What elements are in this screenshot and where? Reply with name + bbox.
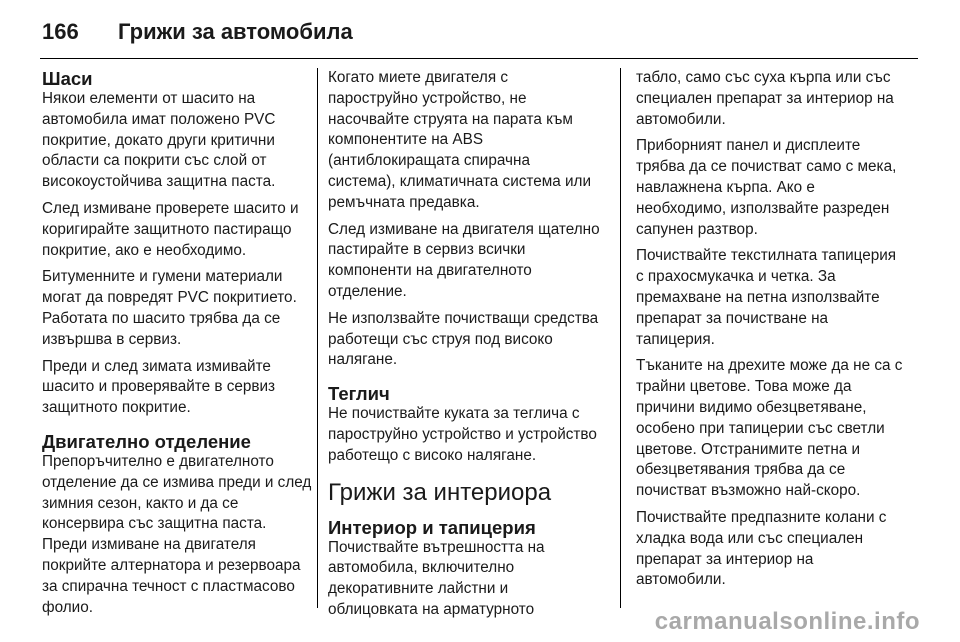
page-number: 166 — [42, 19, 79, 44]
watermark: carmanualsonline.info — [654, 608, 920, 635]
chapter-title: Грижи за автомобила — [118, 19, 353, 44]
paragraph: След измиване проверете шасито и коригирайте защитното пастиращо покритие, ако е необходимо. — [42, 199, 299, 259]
heading-engine-compartment: Двигателно отделение — [42, 430, 251, 452]
column-1 — [42, 68, 314, 624]
heading-chassis: Шаси — [42, 68, 93, 89]
heading-interior-upholstery: Интериор и тапицерия — [328, 516, 536, 538]
header-rule — [40, 58, 918, 59]
paragraph: Почиствайте вътрешността на автомобила, включително декоративните лайстни и облицовката на арматурното — [328, 538, 545, 618]
paragraph: Приборният панел и дисплеите трябва да се почистват само с мека, навлажнена кърпа. Ако е необходимо, използвайте разреден сапунен разтвор. — [636, 137, 897, 238]
paragraph: Не почиствайте куката за теглича с пароструйно устройство и устройство работещо с високо налягане. — [328, 405, 597, 464]
column-2 — [328, 68, 600, 627]
paragraph: Препоръчително е двигателното отделение да се измива преди и след зимния сезон, както и да се консервира със защитна паста. Преди измиване на двигателя покрийте алтернатора и резервоара за спирачна течност с пластмасово фолио. — [42, 452, 312, 616]
paragraph: След измиване на двигателя щателно пастирайте в сервиз всички компоненти на двигателното отделение. — [328, 220, 600, 300]
page-header — [42, 14, 353, 50]
heading-tow-hook: Теглич — [328, 383, 390, 405]
paragraph: Битуменните и гумени материали могат да повредят PVC покритието. Работата по шасито трябва да се извършва в сервиз. — [42, 268, 297, 348]
paragraph: Тъканите на дрехите може да не са с трайни цветове. Това може да причини видимо обезцветяване, особено при тапицерии със светли цветове. Отстранимите петна и обезцветявания трябва да се почистват възможно най-скоро. — [636, 357, 903, 500]
paragraph: Преди и след зимата измивайте шасито и проверявайте в сервиз защитното покритие. — [42, 357, 276, 417]
paragraph: Не използвайте почистващи средства работещи със струя под високо налягане. — [328, 309, 599, 369]
paragraph: Когато миете двигателя с пароструйно устройство, не насочвайте струята на парата към компонентите на ABS (антиблокиращата спирачна система), климатичната система или ремъчната предавка. — [328, 69, 592, 211]
column-divider — [317, 68, 318, 608]
column-divider — [620, 68, 621, 608]
section-title-interior-care: Грижи за интериора — [328, 478, 552, 506]
paragraph: Някои елементи от шасито на автомобила имат положено PVC покритие, докато други критични области са покрити със слой от високоустойчива защитна паста. — [42, 90, 276, 191]
column-3 — [636, 68, 904, 597]
paragraph: табло, само със суха кърпа или със специален препарат за интериор на автомобили. — [636, 69, 894, 128]
paragraph: Почиствайте предпазните колани с хладка вода или със специален препарат за интериор на автомобили. — [636, 508, 887, 589]
paragraph: Почиствайте текстилната тапицерия с прахосмукачка и четка. За премахване на петна използвайте препарат за почистване на тапицерия. — [636, 247, 897, 348]
